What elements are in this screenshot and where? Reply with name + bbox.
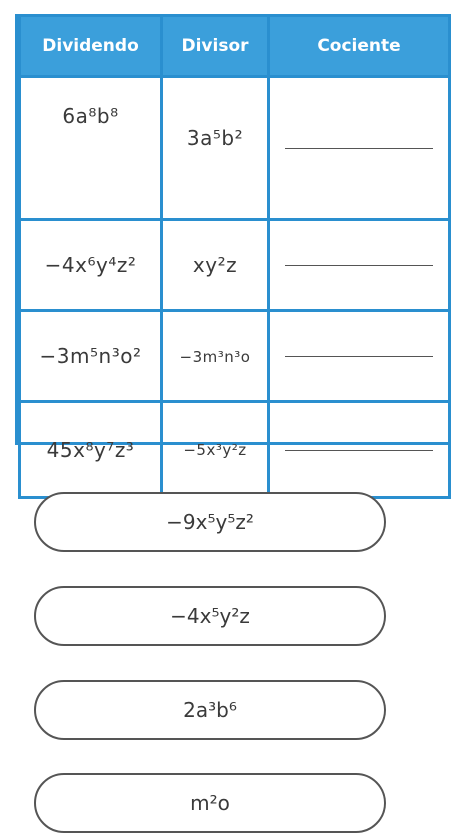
- divisor-expression: −5x³y²z: [183, 441, 247, 459]
- header-quotient: Cociente: [269, 17, 450, 77]
- dividend-expression: 6a⁸b⁸: [62, 104, 119, 128]
- divisor-expression: xy²z: [192, 253, 238, 277]
- table-row: [20, 402, 450, 498]
- divisor-expression: 3a⁵b²: [186, 126, 244, 150]
- divisor-cell: [162, 311, 269, 402]
- answer-option-chip[interactable]: 2a³b⁶: [34, 680, 386, 740]
- answer-option-chip[interactable]: −4x⁵y²z: [34, 586, 386, 646]
- divisor-cell: [162, 220, 269, 311]
- divisor-expression: −3m³n³o: [179, 347, 251, 366]
- answer-line: [285, 264, 433, 266]
- table-row: [20, 311, 450, 402]
- dividend-cell: [20, 77, 162, 220]
- quotient-drop-slot[interactable]: [269, 311, 450, 402]
- quotient-drop-slot[interactable]: [269, 77, 450, 220]
- dividend-cell: [20, 311, 162, 402]
- answer-option-chip[interactable]: m²o: [34, 773, 386, 833]
- division-grid: [18, 17, 451, 499]
- division-table: [15, 14, 451, 462]
- divisor-cell: [162, 77, 269, 220]
- table-row: [20, 77, 450, 220]
- header-dividend: Dividendo: [20, 17, 162, 77]
- dividend-expression: −3m⁵n³o²: [39, 344, 142, 368]
- quotient-drop-slot[interactable]: [269, 402, 450, 498]
- table-header-row: [20, 17, 450, 77]
- header-divisor: Divisor: [162, 17, 269, 77]
- dividend-expression: 45x⁸y⁷z³: [46, 437, 135, 462]
- divisor-cell: [162, 402, 269, 498]
- quotient-drop-slot[interactable]: [269, 220, 450, 311]
- answer-line: [285, 449, 433, 451]
- table-row: [20, 220, 450, 311]
- dividend-cell: [20, 220, 162, 311]
- answer-line: [285, 355, 433, 357]
- answer-line: [285, 147, 433, 149]
- answer-option-chip[interactable]: −9x⁵y⁵z²: [34, 492, 386, 552]
- dividend-expression: −4x⁶y⁴z²: [44, 253, 137, 277]
- dividend-cell: [20, 402, 162, 498]
